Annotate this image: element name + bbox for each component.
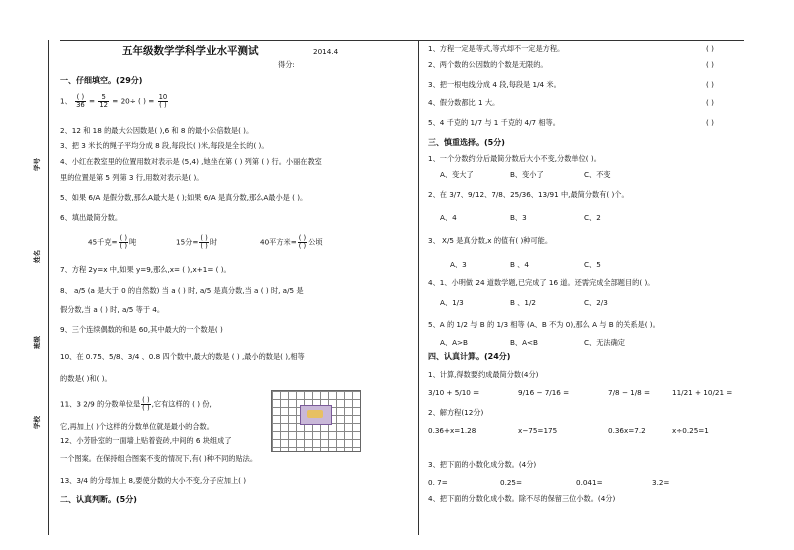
calc-3: 3、把下面的小数化成分数。(4分) <box>428 460 537 469</box>
q11-line2: 它,再加上( )个这样的分数单位就是最小的合数。 <box>60 422 214 431</box>
judge-4: 4、假分数都比 1 大。 <box>428 98 500 107</box>
judge-3: 3、把一根电线分成 4 段,每段是 1/4 米。 <box>428 80 561 89</box>
q10-line2: 的数是( )和( )。 <box>60 374 112 383</box>
judge-1: 1、方程一定是等式,等式却不一定是方程。 <box>428 44 565 53</box>
q13: 13、3/4 的分母加上 8,要使分数的大小不变,分子应加上( ) <box>60 476 247 485</box>
choose-4-b: B 、1/2 <box>510 298 536 307</box>
calc-2-e1: 0.36+x=1.28 <box>428 426 477 435</box>
choose-1-a: A、变大了 <box>440 170 474 179</box>
side-label-name: 姓名 <box>33 250 41 263</box>
q6c: 40平方米= $\frac{( )}{( )}$ 公顷 <box>260 234 323 250</box>
side-label-school: 学校 <box>33 416 41 429</box>
choose-2: 2、在 3/7、9/12、7/8、25/36、13/91 中,最简分数有( )个。 <box>428 190 629 199</box>
section-fill-blank: 一、仔细填空。(29分) <box>60 76 143 85</box>
q12-line1: 12、小芳卧室的一面墙上贴着瓷砖,中间的 6 块组成了 <box>60 436 232 445</box>
q6: 6、填出最简分数。 <box>60 213 123 222</box>
q1-num: 1、 <box>60 96 72 106</box>
judge-paren-4: ( ) <box>706 98 714 107</box>
judge-paren-5: ( ) <box>706 118 714 127</box>
choose-3-c: C、5 <box>584 260 601 269</box>
calc-3-e2: 0.25= <box>500 478 523 487</box>
calc-3-e3: 0.041= <box>576 478 603 487</box>
calc-3-e1: 0. 7= <box>428 478 448 487</box>
choose-5-b: B、A<B <box>510 338 538 347</box>
judge-5: 5、4 千克的 1/7 与 1 千克的 4/7 相等。 <box>428 118 560 127</box>
page-title: 五年级数学学科学业水平测试 <box>122 45 259 57</box>
calc-1-e4: 11/21 + 10/21 = <box>672 388 733 397</box>
choose-3-a: A、3 <box>450 260 467 269</box>
calc-2-e3: 0.36x=7.2 <box>608 426 646 435</box>
exam-date: 2014.4 <box>313 47 339 56</box>
q2: 2、12 和 18 的最大公因数是( ),6 和 8 的最小公倍数是( )。 <box>60 126 254 135</box>
q4-line1: 4、小红在教室里的位置用数对表示是 (5,4) ,她坐在第 ( ) 列第 ( ) 行。小丽在教室 <box>60 157 322 166</box>
calc-1-e2: 9/16 − 7/16 = <box>518 388 570 397</box>
choose-4-c: C、2/3 <box>584 298 608 307</box>
calc-1-e3: 7/8 − 1/8 = <box>608 388 651 397</box>
choose-3: 3、 X/5 是真分数,x 的值有( )种可能。 <box>428 236 553 245</box>
choose-1-b: B、变小了 <box>510 170 544 179</box>
q6b: 15分= $\frac{( )}{( )}$ 时 <box>176 234 218 250</box>
side-label-number: 学号 <box>33 158 41 171</box>
section-judge: 二、认真判断。(5分) <box>60 495 137 504</box>
q1-frac1: $\frac{( )}{36}$ <box>76 93 85 109</box>
judge-paren-2: ( ) <box>706 60 714 69</box>
judge-paren-1: ( ) <box>706 44 714 53</box>
q4-line2: 里的位置是第 5 列第 3 行,用数对表示是( )。 <box>60 173 204 182</box>
choose-4-a: A、1/3 <box>440 298 464 307</box>
score-label: 得分: <box>278 60 295 69</box>
calc-1-e1: 3/10 + 5/10 = <box>428 388 480 397</box>
choose-4: 4、1、小明做 24 道数学题,已完成了 16 道。还需完成全部题目的( )。 <box>428 278 655 287</box>
choose-5-a: A、A>B <box>440 338 468 347</box>
calc-2-e2: x−75=175 <box>518 426 558 435</box>
top-rule <box>60 40 744 41</box>
section-choose: 三、慎重选择。(5分) <box>428 138 505 147</box>
q8-line2: 假分数,当 a ( ) 时, a/5 等于 4。 <box>60 305 165 314</box>
calc-2: 2、解方程(12分) <box>428 408 484 417</box>
q12-line2: 一个图案。在保持组合图案不变的情况下,有( )种不同的贴法。 <box>60 454 258 463</box>
judge-2: 2、两个数的公因数的个数是无限的。 <box>428 60 548 69</box>
choose-2-b: B、3 <box>510 213 527 222</box>
q11-line1: 11、3 2/9 的分数单位是 $\frac{( )}{( )}$ ,它有这样的 ( ) 份, <box>60 396 212 412</box>
q5: 5、如果 6/A 是假分数,那么A最大是 ( );如果 6/A 是真分数,那么A最小是 ( )。 <box>60 193 308 202</box>
q1-frac3: $\frac{10}{( )}$ <box>158 93 168 109</box>
tile-pattern-image <box>300 405 332 425</box>
calc-2-e4: x÷0.25=1 <box>672 426 709 435</box>
q10-line1: 10、在 0.75、5/8、3/4 、0.8 四个数中,最大的数是 ( ) ,最小的数是( ),相等 <box>60 352 305 361</box>
q1-frac2: $\frac{5}{12}$ <box>99 93 108 109</box>
q1: 1、 $\frac{( )}{36}$ = $\frac{5}{12}$ = 20÷ ( ) = $\frac{10}{( )}$ <box>60 93 168 109</box>
binding-line <box>48 40 49 535</box>
choose-2-c: C、2 <box>584 213 601 222</box>
choose-1-c: C、不变 <box>584 170 611 179</box>
choose-5-c: C、无法确定 <box>584 338 625 347</box>
q3: 3、把 3 米长的绳子平均分成 8 段,每段长( )米,每段是全长的( )。 <box>60 141 269 150</box>
q8-line1: 8、 a/5 (a 是大于 0 的自然数) 当 a ( ) 时, a/5 是真分数,当 a ( ) 时, a/5 是 <box>60 286 304 295</box>
choose-5: 5、A 的 1/2 与 B 的 1/3 相等 (A、B 不为 0),那么 A 与 B 的关系是( )。 <box>428 320 660 329</box>
choose-2-a: A、4 <box>440 213 457 222</box>
choose-3-b: B 、4 <box>510 260 529 269</box>
q9: 9、三个连续偶数的和是 60,其中最大的一个数是( ) <box>60 325 223 334</box>
calc-3-e4: 3.2= <box>652 478 670 487</box>
q6a: 45千克= $\frac{( )}{( )}$ 吨 <box>88 234 137 250</box>
section-calc: 四、认真计算。(24分) <box>428 352 511 361</box>
judge-paren-3: ( ) <box>706 80 714 89</box>
q7: 7、方程 2y=x 中,如果 y=9,那么,x= ( ),x+1= ( )。 <box>60 265 231 274</box>
side-label-class: 班级 <box>33 336 41 349</box>
column-divider <box>418 40 419 535</box>
choose-1: 1、一个分数约分后最简分数后大小不变,分数单位( )。 <box>428 154 601 163</box>
calc-4: 4、把下面的分数化成小数。除不尽的保留三位小数。(4分) <box>428 494 616 503</box>
calc-1: 1、计算,得数要约成最简分数(4分) <box>428 370 539 379</box>
